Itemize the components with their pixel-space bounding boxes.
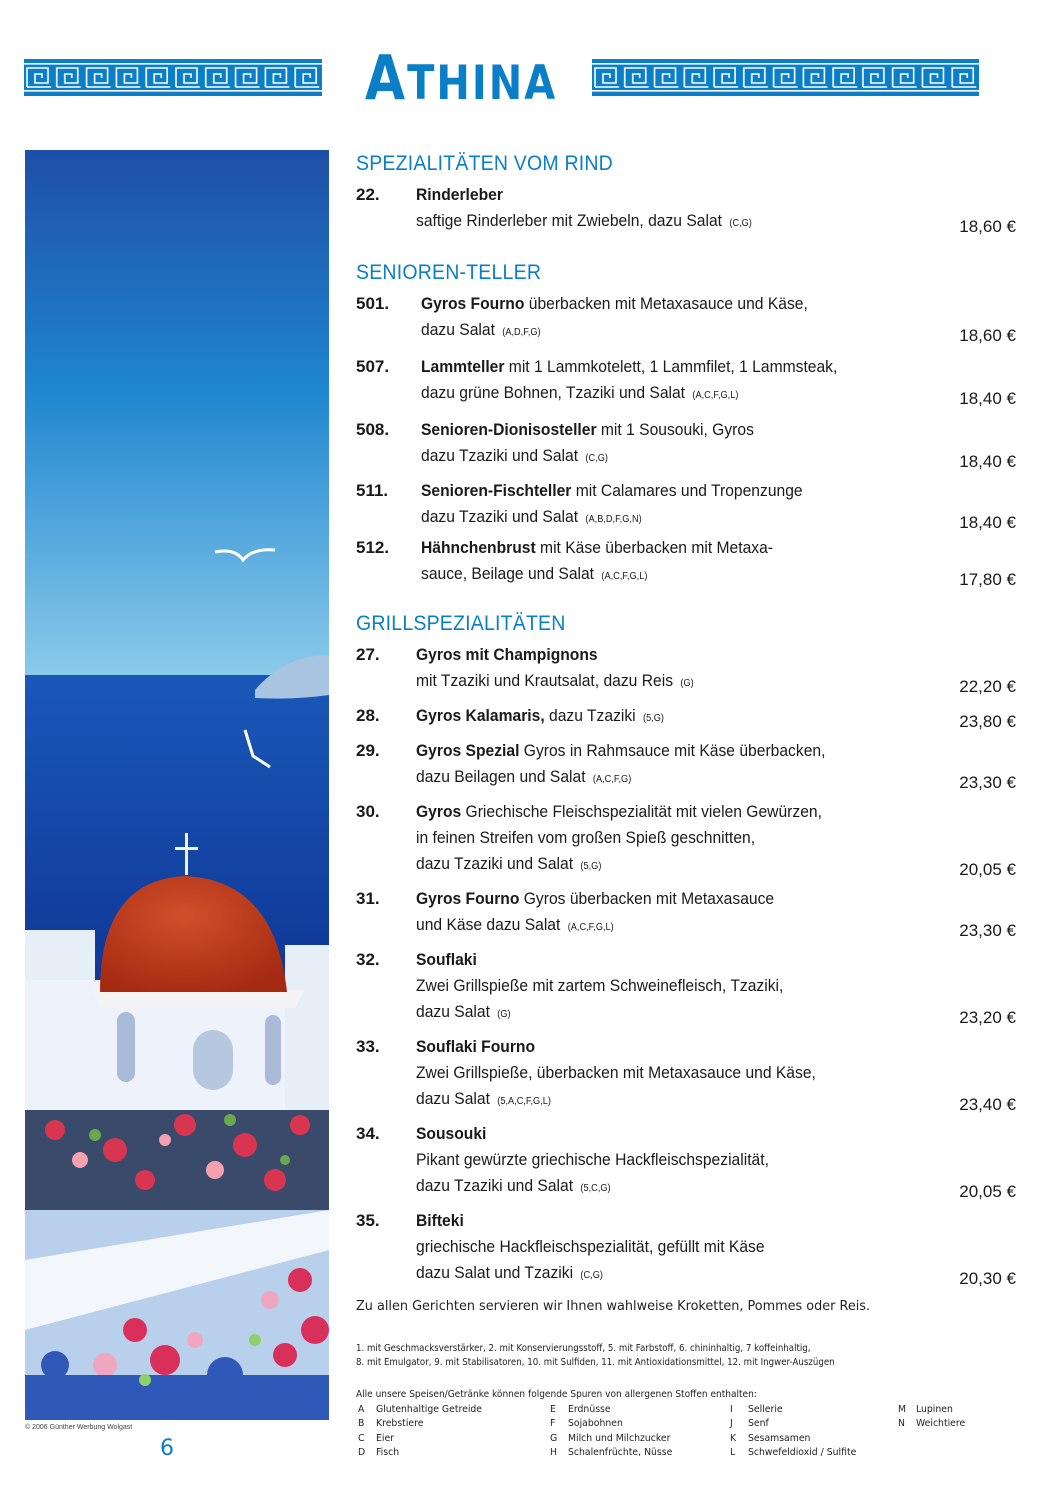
item-text: dazu Tzaziki und Salat [416, 854, 574, 873]
item-line [416, 1234, 977, 1260]
item-name: Gyros Kalamaris, [416, 706, 545, 725]
allergen-entry [358, 1403, 482, 1418]
item-price: 17,80 € [959, 570, 1016, 589]
item-price: 20,05 € [959, 1182, 1016, 1201]
item-number: 29. [356, 741, 380, 760]
allergen-entry [550, 1446, 672, 1461]
item-allergens: (A,D,F,G) [502, 327, 541, 338]
item-line [421, 380, 978, 409]
allergen-label: Schalenfrüchte, Nüsse [568, 1447, 673, 1458]
item-description [416, 738, 977, 793]
allergen-code: H [550, 1447, 557, 1458]
greek-key-border-right [592, 59, 979, 96]
allergen-label: Sesamsamen [748, 1432, 811, 1444]
item-line [416, 1086, 977, 1115]
menu-item [356, 182, 1026, 237]
item-line [416, 825, 977, 851]
restaurant-title: ATHINA [364, 43, 558, 115]
item-text: dazu Salat [416, 1002, 490, 1021]
item-description [416, 799, 977, 880]
menu-item [356, 535, 1026, 590]
allergen-entry [730, 1432, 856, 1447]
allergen-entry [550, 1432, 672, 1447]
item-allergens: (5,G) [580, 861, 602, 872]
item-line [416, 1260, 977, 1289]
item-line [421, 443, 978, 472]
item-text: dazu Salat und Tzaziki [416, 1263, 574, 1282]
item-text: in feinen Streifen vom großen Spieß geschnitten, [416, 828, 756, 847]
item-allergens: (G) [497, 1009, 511, 1020]
item-allergens: (C,G) [729, 218, 752, 229]
item-description [416, 1208, 977, 1289]
santorini-painting [25, 150, 329, 1420]
item-line [416, 912, 977, 941]
item-text: Pikant gewürzte griechische Hackfleischspezialität, [416, 1150, 769, 1169]
item-price: 18,60 € [959, 326, 1016, 345]
additives-legend [356, 1342, 835, 1370]
item-text: Griechische Fleischspezialität mit vielen Gewürzen, [461, 802, 822, 821]
item-line [416, 642, 977, 668]
allergen-code: L [730, 1447, 736, 1458]
item-description [416, 642, 977, 697]
allergens-legend [356, 1388, 966, 1463]
item-text: überbacken mit Metaxasauce und Käse, [524, 294, 808, 313]
item-price: 18,40 € [959, 389, 1016, 408]
item-line [416, 738, 977, 764]
allergen-label: Glutenhaltige Getreide [376, 1403, 483, 1415]
item-line [416, 1147, 977, 1173]
item-line [421, 417, 978, 443]
menu-item [356, 738, 1026, 793]
menu-content [356, 152, 1026, 1289]
item-line [421, 291, 978, 317]
item-line [416, 1173, 977, 1202]
item-name: Lammteller [421, 357, 505, 376]
item-allergens: (A,B,D,F,G,N) [585, 514, 642, 525]
menu-item [356, 947, 1026, 1028]
allergen-label: Eier [376, 1432, 394, 1444]
item-line [416, 764, 977, 793]
item-text: Gyros überbacken mit Metaxasauce [519, 889, 775, 908]
item-line [416, 999, 977, 1028]
item-allergens: (A,C,F,G,L) [567, 922, 614, 933]
allergen-code: B [358, 1418, 365, 1429]
allergen-entry [898, 1417, 965, 1432]
item-number: 32. [356, 950, 380, 969]
item-text: und Käse dazu Salat [416, 915, 561, 934]
item-line [416, 947, 977, 973]
item-name: Souflaki Fourno [416, 1037, 536, 1056]
item-description [416, 886, 977, 941]
allergen-entry [358, 1446, 482, 1461]
item-price: 20,30 € [959, 1269, 1016, 1288]
item-line [421, 478, 978, 504]
item-name: Rinderleber [416, 185, 503, 204]
allergens-intro: Alle unsere Speisen/Getränke können folgende Spuren von allergenen Stoffen enthalten: [356, 1389, 757, 1400]
allergen-label: Sojabohnen [568, 1418, 623, 1429]
item-line [416, 208, 977, 237]
menu-item [356, 1121, 1026, 1202]
item-number: 35. [356, 1211, 380, 1230]
greek-key-pattern-icon [24, 59, 322, 96]
item-allergens: (A,C,F,G,L) [601, 571, 648, 582]
greek-key-border-left [24, 59, 322, 96]
item-text: mit Tzaziki und Krautsalat, dazu Reis [416, 671, 674, 690]
additives-line: 8. mit Emulgator, 9. mit Stabilisatoren, 10. mit Sulfiden, 11. mit Antioxidationsmittel, 12. mit Ingwer-Auszügen [356, 1357, 835, 1368]
allergen-label: Lupinen [916, 1403, 953, 1415]
painting-copyright: © 2006 Günther Werbung Wolgast [25, 1424, 133, 1431]
item-description [416, 182, 977, 237]
menu-item [356, 1208, 1026, 1289]
allergen-label: Fisch [376, 1447, 400, 1458]
item-name: Sousouki [416, 1124, 487, 1143]
item-price: 23,30 € [959, 773, 1016, 792]
item-description [421, 291, 978, 346]
item-text: Gyros in Rahmsauce mit Käse überbacken, [519, 741, 826, 760]
item-number: 34. [356, 1124, 380, 1143]
section-title: SENIOREN-TELLER [356, 261, 542, 284]
item-number: 507. [356, 357, 390, 376]
allergen-code: G [550, 1432, 558, 1444]
menu-section [356, 261, 1026, 590]
item-number: 30. [356, 802, 380, 821]
allergen-code: F [550, 1418, 556, 1429]
menu-item [356, 886, 1026, 941]
item-name: Gyros Spezial [416, 741, 520, 760]
item-price: 18,40 € [959, 452, 1016, 471]
item-text: Zwei Grillspieße, überbacken mit Metaxasauce und Käse, [416, 1063, 816, 1082]
item-text: dazu Tzaziki [544, 706, 636, 725]
side-dish-note: Zu allen Gerichten servieren wir Ihnen wahlweise Kroketten, Pommes oder Reis. [356, 1298, 871, 1314]
item-text: griechische Hackfleischspezialität, gefüllt mit Käse [416, 1237, 765, 1256]
allergen-column [730, 1403, 856, 1461]
item-number: 22. [356, 185, 380, 204]
item-number: 31. [356, 889, 380, 908]
allergen-label: Senf [748, 1418, 769, 1429]
allergen-code: N [898, 1418, 905, 1429]
item-line [416, 973, 977, 999]
allergen-label: Sellerie [748, 1403, 783, 1415]
item-allergens: (A,C,F,G) [592, 774, 632, 785]
allergen-entry [898, 1403, 965, 1418]
allergen-label: Weichtiere [916, 1418, 966, 1429]
item-line [421, 354, 978, 380]
item-number: 33. [356, 1037, 380, 1056]
menu-item [356, 291, 1026, 346]
item-description [416, 1034, 977, 1115]
menu-section [356, 152, 1026, 237]
additives-line: 1. mit Geschmacksverstärker, 2. mit Konservierungsstoff, 5. mit Farbstoff, 6. chininhaltig, 7 koffeinhaltig, [356, 1343, 811, 1354]
item-number: 511. [356, 481, 389, 500]
menu-item [356, 799, 1026, 880]
item-text: mit Käse überbacken mit Metaxa- [535, 538, 774, 557]
item-line [416, 668, 977, 697]
item-allergens: (A,C,F,G,L) [692, 390, 739, 401]
item-name: Gyros Fourno [416, 889, 520, 908]
allergen-code: I [730, 1403, 733, 1415]
item-name: Bifteki [416, 1211, 464, 1230]
item-text: mit Calamares und Tropenzunge [571, 481, 803, 500]
item-line [416, 1121, 977, 1147]
item-line [416, 182, 977, 208]
item-number: 28. [356, 706, 380, 725]
item-price: 23,80 € [959, 712, 1016, 731]
item-name: Gyros [416, 802, 462, 821]
allergen-code: J [730, 1418, 733, 1429]
item-name: Senioren-Fischteller [421, 481, 572, 500]
item-allergens: (C,G) [585, 453, 608, 464]
item-number: 512. [356, 538, 390, 557]
item-description [416, 947, 977, 1028]
item-description [421, 354, 978, 409]
item-text: dazu Salat [416, 1089, 490, 1108]
header [0, 40, 1061, 115]
allergen-entry [550, 1417, 672, 1432]
allergen-column [898, 1403, 965, 1432]
item-description [421, 478, 978, 533]
item-line [421, 535, 978, 561]
item-price: 23,20 € [959, 1008, 1016, 1027]
item-number: 501. [356, 294, 390, 313]
allergen-entry [550, 1403, 672, 1418]
item-text: sauce, Beilage und Salat [421, 564, 595, 583]
item-text: dazu Tzaziki und Salat [416, 1176, 574, 1195]
section-title: SPEZIALITÄTEN VOM RIND [356, 152, 613, 175]
item-allergens: (5,A,C,F,G,L) [497, 1096, 551, 1107]
item-name: Gyros Fourno [421, 294, 525, 313]
allergen-code: A [358, 1403, 365, 1415]
item-allergens: (5,G) [643, 713, 664, 724]
item-line [416, 1060, 977, 1086]
item-line [421, 317, 978, 346]
allergen-entry [358, 1417, 482, 1432]
allergen-code: C [358, 1432, 365, 1444]
item-allergens: (G) [680, 678, 694, 689]
item-line [416, 1034, 977, 1060]
menu-item [356, 354, 1026, 409]
allergen-entry [730, 1446, 856, 1461]
allergen-grid [356, 1403, 966, 1463]
item-allergens: (C,G) [580, 1270, 603, 1281]
item-text: dazu Tzaziki und Salat [421, 507, 579, 526]
item-text: Zwei Grillspieße mit zartem Schweinefleisch, Tzaziki, [416, 976, 784, 995]
section-title: GRILLSPEZIALITÄTEN [356, 612, 566, 635]
item-text: mit 1 Lammkotelett, 1 Lammfilet, 1 Lammsteak, [504, 357, 838, 376]
item-number: 27. [356, 645, 380, 664]
item-number: 508. [356, 420, 390, 439]
item-text: dazu Beilagen und Salat [416, 767, 586, 786]
item-line [421, 504, 978, 533]
item-price: 23,30 € [959, 921, 1016, 940]
menu-item [356, 417, 1026, 472]
allergen-label: Krebstiere [376, 1418, 424, 1429]
item-line [421, 561, 978, 590]
painting-image [25, 150, 329, 1420]
allergen-column [550, 1403, 672, 1461]
page-number: 6 [160, 1436, 174, 1461]
menu-section [356, 612, 1026, 1289]
item-price: 18,40 € [959, 513, 1016, 532]
allergen-label: Milch und Milchzucker [568, 1432, 671, 1444]
menu-item [356, 703, 1026, 732]
item-name: Souflaki [416, 950, 477, 969]
item-description [416, 703, 977, 732]
item-line [416, 703, 977, 732]
item-name: Senioren-Dionisosteller [421, 420, 597, 439]
greek-key-pattern-icon [592, 59, 979, 96]
allergen-code: M [898, 1403, 907, 1415]
item-text: dazu grüne Bohnen, Tzaziki und Salat [421, 383, 686, 402]
item-line [416, 886, 977, 912]
item-name: Hähnchenbrust [421, 538, 536, 557]
item-price: 23,40 € [959, 1095, 1016, 1114]
allergen-column [358, 1403, 482, 1461]
item-description [421, 417, 978, 472]
item-price: 20,05 € [959, 860, 1016, 879]
item-line [416, 799, 977, 825]
item-text: saftige Rinderleber mit Zwiebeln, dazu Salat [416, 211, 723, 230]
item-name: Gyros mit Champignons [416, 645, 598, 664]
item-price: 22,20 € [959, 677, 1016, 696]
allergen-entry [730, 1403, 856, 1418]
menu-item [356, 478, 1026, 533]
item-text: dazu Salat [421, 320, 495, 339]
allergen-code: D [358, 1447, 366, 1458]
item-description [416, 1121, 977, 1202]
allergen-label: Erdnüsse [568, 1403, 611, 1415]
menu-item [356, 1034, 1026, 1115]
item-description [421, 535, 978, 590]
item-price: 18,60 € [959, 217, 1016, 236]
item-allergens: (5,C,G) [580, 1183, 611, 1194]
item-text: dazu Tzaziki und Salat [421, 446, 579, 465]
allergen-entry [730, 1417, 856, 1432]
allergen-code: K [730, 1432, 737, 1444]
menu-item [356, 642, 1026, 697]
item-text: mit 1 Sousouki, Gyros [596, 420, 754, 439]
item-line [416, 1208, 977, 1234]
allergen-entry [358, 1432, 482, 1447]
allergen-label: Schwefeldioxid / Sulfite [748, 1447, 857, 1458]
item-line [416, 851, 977, 880]
allergen-code: E [550, 1403, 556, 1415]
